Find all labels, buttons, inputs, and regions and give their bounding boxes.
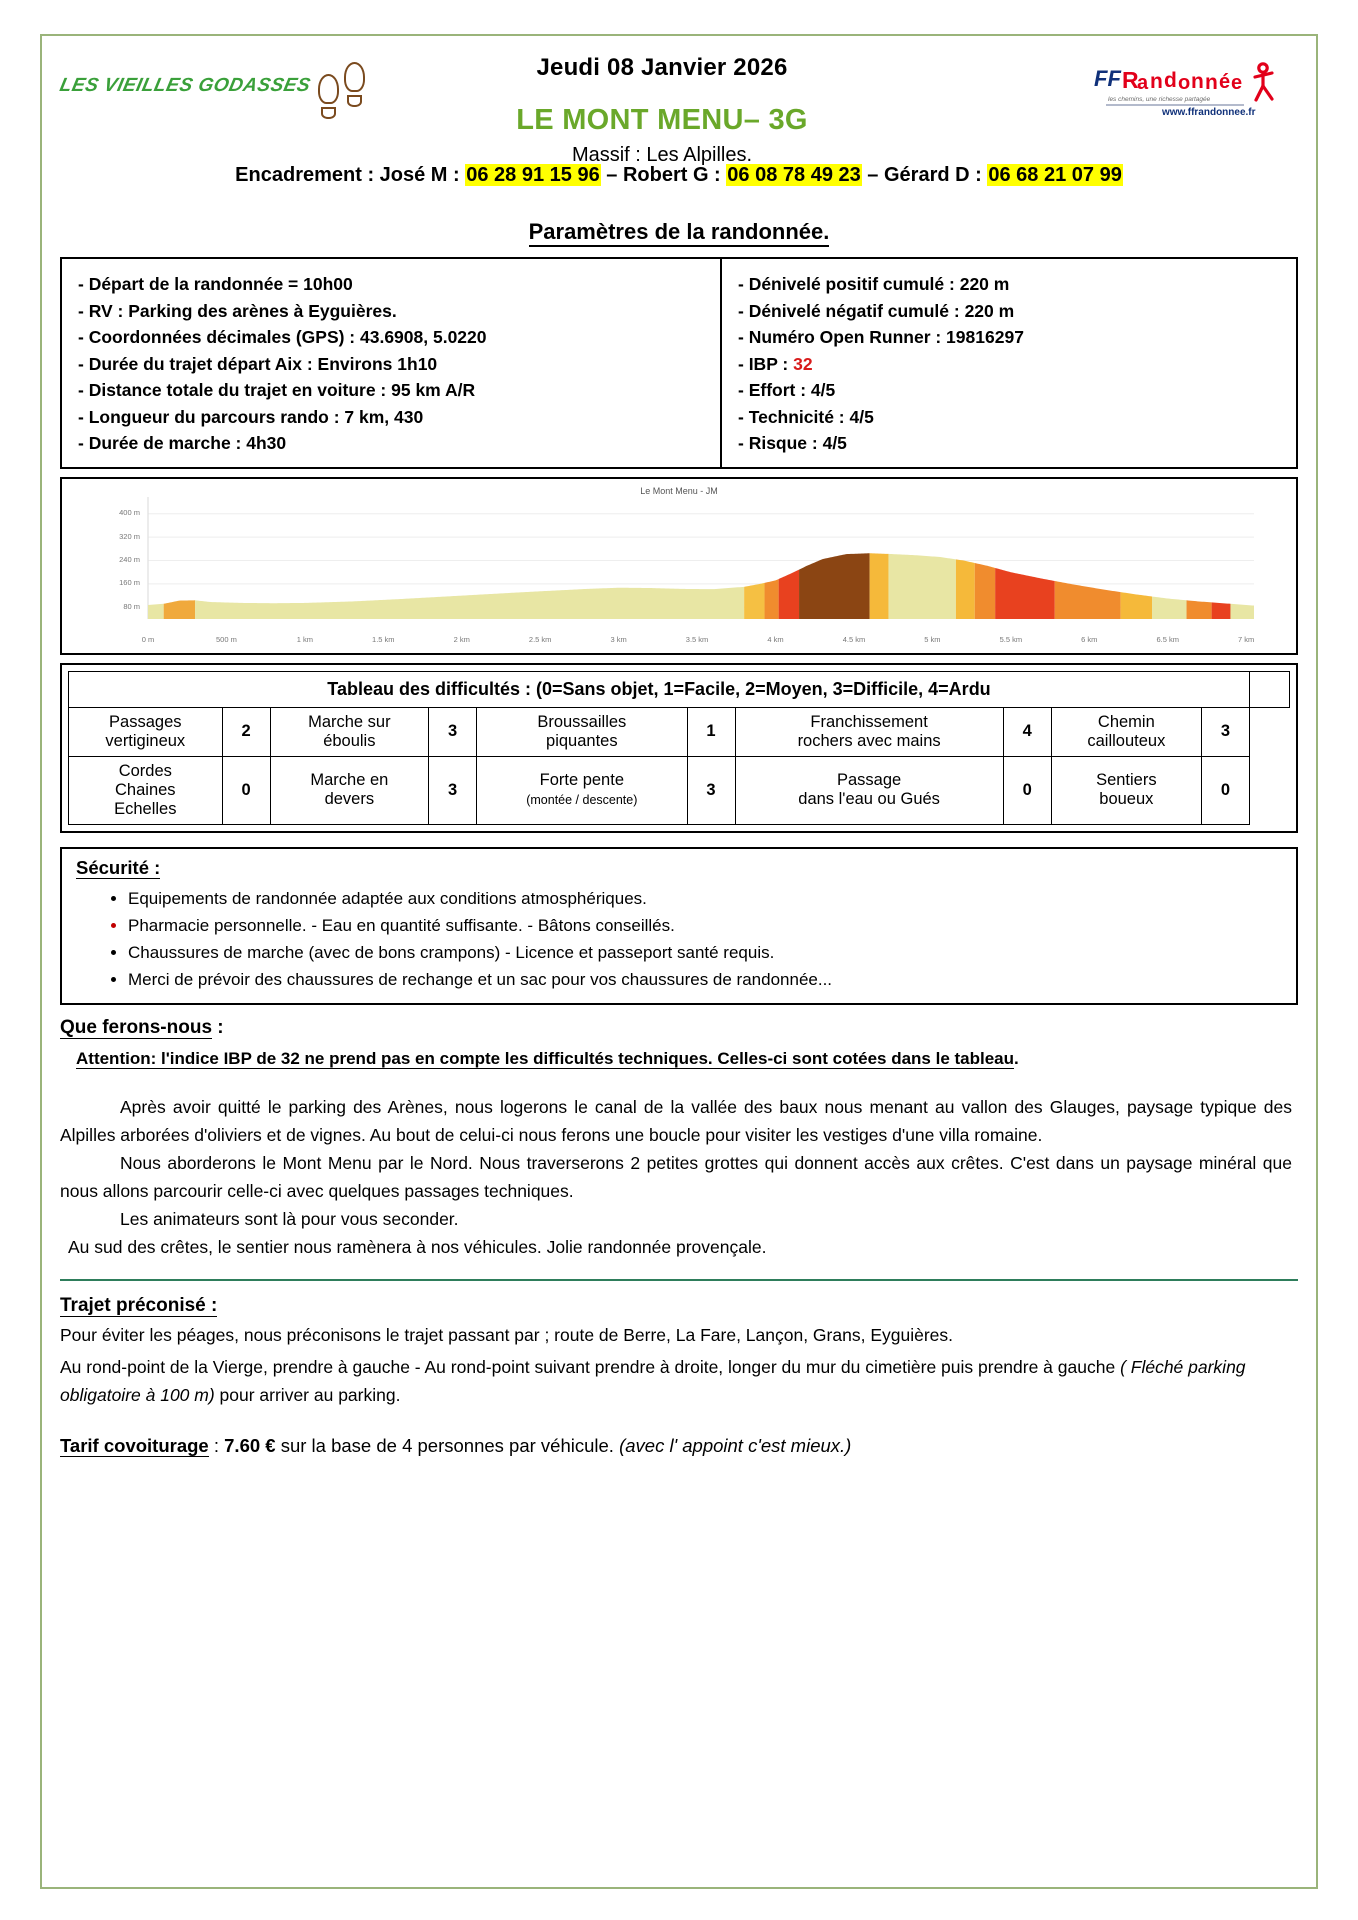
chart-y-tick-label: 80 m xyxy=(123,601,140,611)
club-name: LES VIEILLES GODASSES xyxy=(57,75,313,96)
svg-text:n: n xyxy=(1191,70,1204,93)
param-item: - Dénivelé négatif cumulé : 220 m xyxy=(738,300,1015,321)
ffr-tagline: les chemins, une richesse partagée xyxy=(1108,96,1211,103)
security-item: • Merci de prévoir des chaussures de rechange et un sac pour vos chaussures de randonnée... xyxy=(128,966,1286,993)
difficulty-label: Broussailles piquantes xyxy=(477,707,687,756)
encadrement-line xyxy=(42,164,1316,187)
difficulty-header-spacer xyxy=(1250,671,1290,707)
table-row xyxy=(69,756,1290,824)
param-item: - Dénivelé positif cumulé : 220 m xyxy=(738,274,1010,294)
elevation-segment-extreme-up xyxy=(799,553,870,619)
header-center xyxy=(342,54,982,167)
elevation-segment-steep-up xyxy=(164,600,195,619)
parameters-box xyxy=(60,257,1298,469)
difficulty-label: Passage dans l'eau ou Gués xyxy=(735,756,1003,824)
param-item: - Distance totale du trajet en voiture : 95 km A/R xyxy=(78,380,476,400)
difficulty-label: Franchissement rochers avec mains xyxy=(735,707,1003,756)
difficulty-value: 0 xyxy=(1003,756,1051,824)
param-item: - Durée du trajet départ Aix : Environs 1h10 xyxy=(78,353,438,374)
elevation-segment-steep-up xyxy=(765,579,779,619)
difficulty-table-wrapper xyxy=(60,663,1298,833)
elevation-profile-chart xyxy=(60,477,1298,655)
difficulty-sublabel: (montée / descente) xyxy=(526,793,638,807)
chart-y-tick-label: 320 m xyxy=(119,531,140,541)
tarif-note: (avec l' appoint c'est mieux.) xyxy=(619,1434,852,1456)
difficulty-label: Sentiers boueux xyxy=(1051,756,1201,824)
svg-text:n: n xyxy=(1150,70,1163,93)
svg-text:a: a xyxy=(1137,72,1149,94)
elevation-segment-flat xyxy=(1230,603,1254,618)
svg-text:FF: FF xyxy=(1094,66,1121,91)
trajet-title: Trajet préconisé : xyxy=(60,1294,218,1316)
tarif-label: Tarif covoiturage xyxy=(60,1434,209,1456)
difficulty-value: 3 xyxy=(1202,707,1250,756)
difficulty-value: 2 xyxy=(222,707,270,756)
que-ferons-nous-title: Que ferons-nous : xyxy=(60,1016,224,1038)
massif-subtitle: Massif : Les Alpilles. xyxy=(571,144,753,166)
difficulty-label: Chemin caillouteux xyxy=(1051,707,1201,756)
param-item: - Durée de marche : 4h30 xyxy=(78,433,287,453)
elevation-segment-up xyxy=(744,582,764,618)
param-item: - Risque : 4/5 xyxy=(738,433,847,453)
elevation-segment-up xyxy=(870,553,889,619)
security-title: Sécurité : xyxy=(76,856,161,878)
leader-phone-1: 06 28 91 15 96 xyxy=(466,164,600,186)
document-page xyxy=(40,34,1318,1889)
ibp-value: 32 xyxy=(793,353,813,374)
difficulty-value: 4 xyxy=(1003,707,1051,756)
chart-plot-area xyxy=(62,479,1296,653)
ffr-url: www.ffrandonnee.fr xyxy=(1162,107,1256,118)
chart-y-tick-label: 240 m xyxy=(119,555,140,565)
difficulty-label: Passages vertigineux xyxy=(69,707,223,756)
param-item: - Coordonnées décimales (GPS) : 43.6908, 5.0220 xyxy=(78,327,487,347)
elevation-svg xyxy=(62,479,1294,653)
svg-text:R: R xyxy=(1122,67,1139,93)
section-divider xyxy=(60,1279,1298,1281)
elevation-segment-steep-down xyxy=(1187,600,1212,619)
ibp-item: - IBP : 32 xyxy=(738,353,813,374)
chart-x-tick-label: 5.5 km xyxy=(999,634,1023,644)
chart-x-tick-label: 1 km xyxy=(296,634,313,644)
chart-x-tick-label: 3.5 km xyxy=(685,634,709,644)
difficulty-value: 3 xyxy=(687,756,735,824)
parameters-heading: Paramètres de la randonnée. xyxy=(42,219,1316,245)
trajet-line-2: Au rond-point de la Vierge, prendre à gauche - Au rond-point suivant prendre à droite, longer du mur du cimetière puis prendre à gauche ( Fléché parking obligatoire à 100 m) pour arriver au parking. xyxy=(60,1356,1246,1405)
elevation-segment-very-steep-down xyxy=(995,567,1055,618)
elevation-segment-flat xyxy=(195,586,744,618)
table-row xyxy=(69,707,1290,756)
leader-phone-2: 06 08 78 49 23 xyxy=(727,164,861,186)
elevation-segment-flat xyxy=(148,603,164,618)
chart-x-tick-label: 4 km xyxy=(767,634,784,644)
ffrandonnee-logo xyxy=(1092,56,1292,118)
param-item: - Numéro Open Runner : 19816297 xyxy=(738,327,1024,347)
security-list xyxy=(76,885,1286,993)
elevation-segment-very-steep-down xyxy=(1212,602,1231,619)
description-paragraph: Après avoir quitté le parking des Arènes, nous logerons le canal de la vallée des baux nous menant au vallon des Glauges, paysage typique des Alpilles arborées d'oliviers et de vignes. Au bout de celui-ci nous ferons une boucle pour visiter les vestiges d'une villa romaine. xyxy=(60,1096,1292,1145)
chart-x-tick-label: 6 km xyxy=(1081,634,1098,644)
param-item: - Longueur du parcours rando : 7 km, 430 xyxy=(78,406,424,427)
trajet-italic-note: ( Fléché parking obligatoire à 100 m) xyxy=(60,1356,1246,1405)
elevation-segment-very-steep-up xyxy=(779,569,799,618)
trajet-line-1: Pour éviter les péages, nous préconisons le trajet passant par ; route de Berre, La Fare, Lançon, Grans, Eyguières. xyxy=(60,1324,953,1345)
chart-x-tick-label: 3 km xyxy=(610,634,627,644)
chart-x-tick-label: 5 km xyxy=(924,634,941,644)
chart-y-tick-label: 400 m xyxy=(119,508,140,518)
chart-title: Le Mont Menu - JM xyxy=(640,485,718,496)
tarif-covoiturage: Tarif covoiturage : 7.60 € sur la base de 4 personnes par véhicule. (avec l' appoint c'est mieux.) xyxy=(60,1434,852,1456)
encadrement-sep-1: – Robert G : xyxy=(600,164,727,186)
chart-y-tick-label: 160 m xyxy=(119,578,140,588)
chart-x-tick-label: 0 m xyxy=(141,634,155,644)
chart-x-tick-label: 2 km xyxy=(453,634,470,644)
tarif-amount: 7.60 € xyxy=(224,1434,276,1456)
svg-text:é: é xyxy=(1219,71,1231,93)
param-item: - Technicité : 4/5 xyxy=(738,406,874,427)
difficulty-value: 0 xyxy=(1202,756,1250,824)
parameters-left-column xyxy=(62,259,722,467)
param-item: - RV : Parking des arènes à Eyguières. xyxy=(78,300,397,321)
leader-phone-3: 06 68 21 07 99 xyxy=(988,164,1122,186)
security-box xyxy=(60,847,1298,1005)
svg-text:o: o xyxy=(1178,72,1191,94)
encadrement-label: Encadrement : José M : xyxy=(235,164,466,186)
difficulty-value: 3 xyxy=(429,756,477,824)
param-item: - Départ de la randonnée = 10h00 xyxy=(78,274,353,294)
chart-x-tick-label: 4.5 km xyxy=(842,634,866,644)
param-item: - Effort : 4/5 xyxy=(738,380,836,400)
chart-x-tick-label: 1.5 km xyxy=(372,634,395,644)
elevation-segment-down xyxy=(956,559,975,619)
parameters-right-column xyxy=(722,259,1296,467)
difficulty-value: 1 xyxy=(687,707,735,756)
elevation-segment-steep-down xyxy=(1055,581,1121,619)
difficulty-label: Forte pente (montée / descente) xyxy=(477,756,687,824)
svg-text:n: n xyxy=(1205,71,1218,94)
difficulty-label: Cordes Chaines Echelles xyxy=(69,756,223,824)
security-item: • Equipements de randonnée adaptée aux conditions atmosphériques. xyxy=(128,885,1286,912)
hike-date: Jeudi 08 Janvier 2026 xyxy=(536,54,788,81)
difficulty-table xyxy=(68,671,1290,825)
difficulty-value: 0 xyxy=(222,756,270,824)
elevation-segment-flat xyxy=(888,553,955,618)
elevation-segment-steep-down xyxy=(975,562,995,618)
chart-x-tick-label: 2.5 km xyxy=(528,634,552,644)
difficulty-label: Marche sur éboulis xyxy=(270,707,429,756)
security-item: • Chaussures de marche (avec de bons crampons) - Licence et passeport santé requis. xyxy=(128,939,1286,966)
description-paragraph: Nous aborderons le Mont Menu par le Nord. Nous traverserons 2 petites grottes qui donnent accès aux crêtes. C'est dans un paysage minéral que nous allons parcourir celle-ci avec quelques passages techniques. xyxy=(60,1152,1292,1201)
description-paragraph: Les animateurs sont là pour vous seconder. xyxy=(120,1208,459,1229)
svg-text:e: e xyxy=(1231,72,1243,94)
club-logo xyxy=(57,58,368,114)
document-header xyxy=(42,36,1316,166)
encadrement-sep-2: – Gérard D : xyxy=(861,164,988,186)
security-item: • Pharmacie personnelle. - Eau en quantité suffisante. - Bâtons conseillés. xyxy=(128,912,1286,939)
chart-x-tick-label: 7 km xyxy=(1238,634,1255,644)
elevation-segment-down xyxy=(1121,592,1152,619)
difficulty-table-header: Tableau des difficultés : (0=Sans objet, 1=Facile, 2=Moyen, 3=Difficile, 4=Ardu xyxy=(69,671,1250,707)
elevation-segment-flat xyxy=(1152,596,1187,619)
difficulty-label: Marche en devers xyxy=(270,756,429,824)
svg-text:d: d xyxy=(1164,69,1177,92)
page-title: LE MONT MENU– 3G xyxy=(516,104,808,136)
chart-x-tick-label: 6.5 km xyxy=(1156,634,1179,644)
description-paragraph: Au sud des crêtes, le sentier nous ramènera à nos véhicules. Jolie randonnée provençale. xyxy=(68,1236,767,1257)
difficulty-value: 3 xyxy=(429,707,477,756)
attention-note: Attention: l'indice IBP de 32 ne prend pas en compte les difficultés techniques. Celles-ci sont cotées dans le tableau. xyxy=(76,1048,1019,1068)
chart-x-tick-label: 500 m xyxy=(216,634,237,644)
